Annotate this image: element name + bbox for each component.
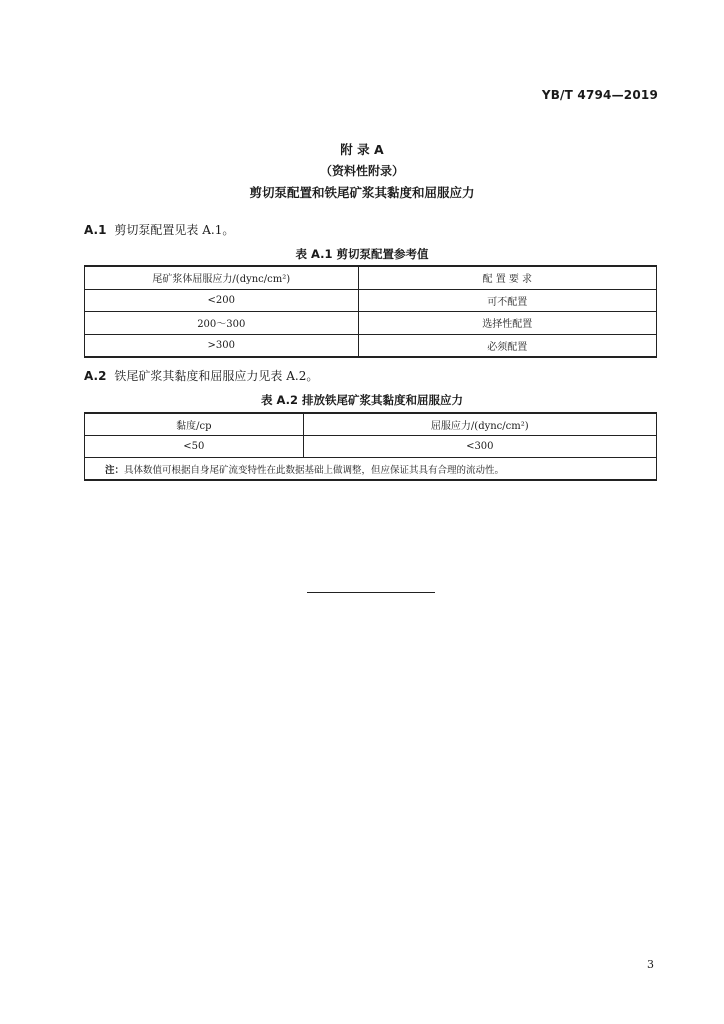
table-a2 <box>84 412 657 481</box>
appendix-heading: 剪切泵配置和铁尾矿浆其黏度和屈服应力 <box>249 185 475 200</box>
section-a2 <box>84 367 318 384</box>
table-header-row <box>85 266 657 289</box>
appendix-subtitle: （资料性附录） <box>319 164 404 178</box>
column-header: 尾矿浆体屈服应力/(dync/cm²) <box>85 266 359 289</box>
section-a2-text: 铁尾矿浆其黏度和屈服应力见表 A.2。 <box>114 369 319 383</box>
note-label: 注： <box>105 464 125 476</box>
column-header: 配 置 要 求 <box>358 266 656 289</box>
table-a1 <box>84 265 657 358</box>
table-row <box>85 436 657 458</box>
appendix-title: 附 录 A <box>340 142 384 157</box>
table-cell: <200 <box>85 289 359 312</box>
table-cell: >300 <box>85 334 359 357</box>
table-cell: 必须配置 <box>358 334 656 357</box>
page-number: 3 <box>647 958 654 971</box>
table-row <box>85 312 657 335</box>
table-cell: <300 <box>303 436 656 458</box>
table-a1-caption: 表 A.1 剪切泵配置参考值 <box>295 247 429 261</box>
note-text: 具体数值可根据自身尾矿流变特性在此数据基础上做调整，但应保证其具有合理的流动性。 <box>124 464 505 476</box>
standard-code: YB/T 4794—2019 <box>541 88 658 102</box>
section-a1 <box>84 221 234 238</box>
table-cell: <50 <box>85 436 304 458</box>
table-row <box>85 334 657 357</box>
column-header: 屈服应力/(dync/cm²) <box>303 413 656 436</box>
column-header: 黏度/cp <box>85 413 304 436</box>
section-a1-number: A.1 <box>84 223 107 237</box>
table-cell: 可不配置 <box>358 289 656 312</box>
table-row <box>85 289 657 312</box>
end-of-document-line <box>307 592 435 593</box>
table-note-row <box>85 458 657 481</box>
table-header-row <box>85 413 657 436</box>
table-a2-caption: 表 A.2 排放铁尾矿浆其黏度和屈服应力 <box>261 393 463 407</box>
table-cell: 200～300 <box>85 312 359 335</box>
table-cell: 选择性配置 <box>358 312 656 335</box>
section-a1-text: 剪切泵配置见表 A.1。 <box>114 223 235 237</box>
table-note <box>85 458 657 481</box>
section-a2-number: A.2 <box>84 369 107 383</box>
